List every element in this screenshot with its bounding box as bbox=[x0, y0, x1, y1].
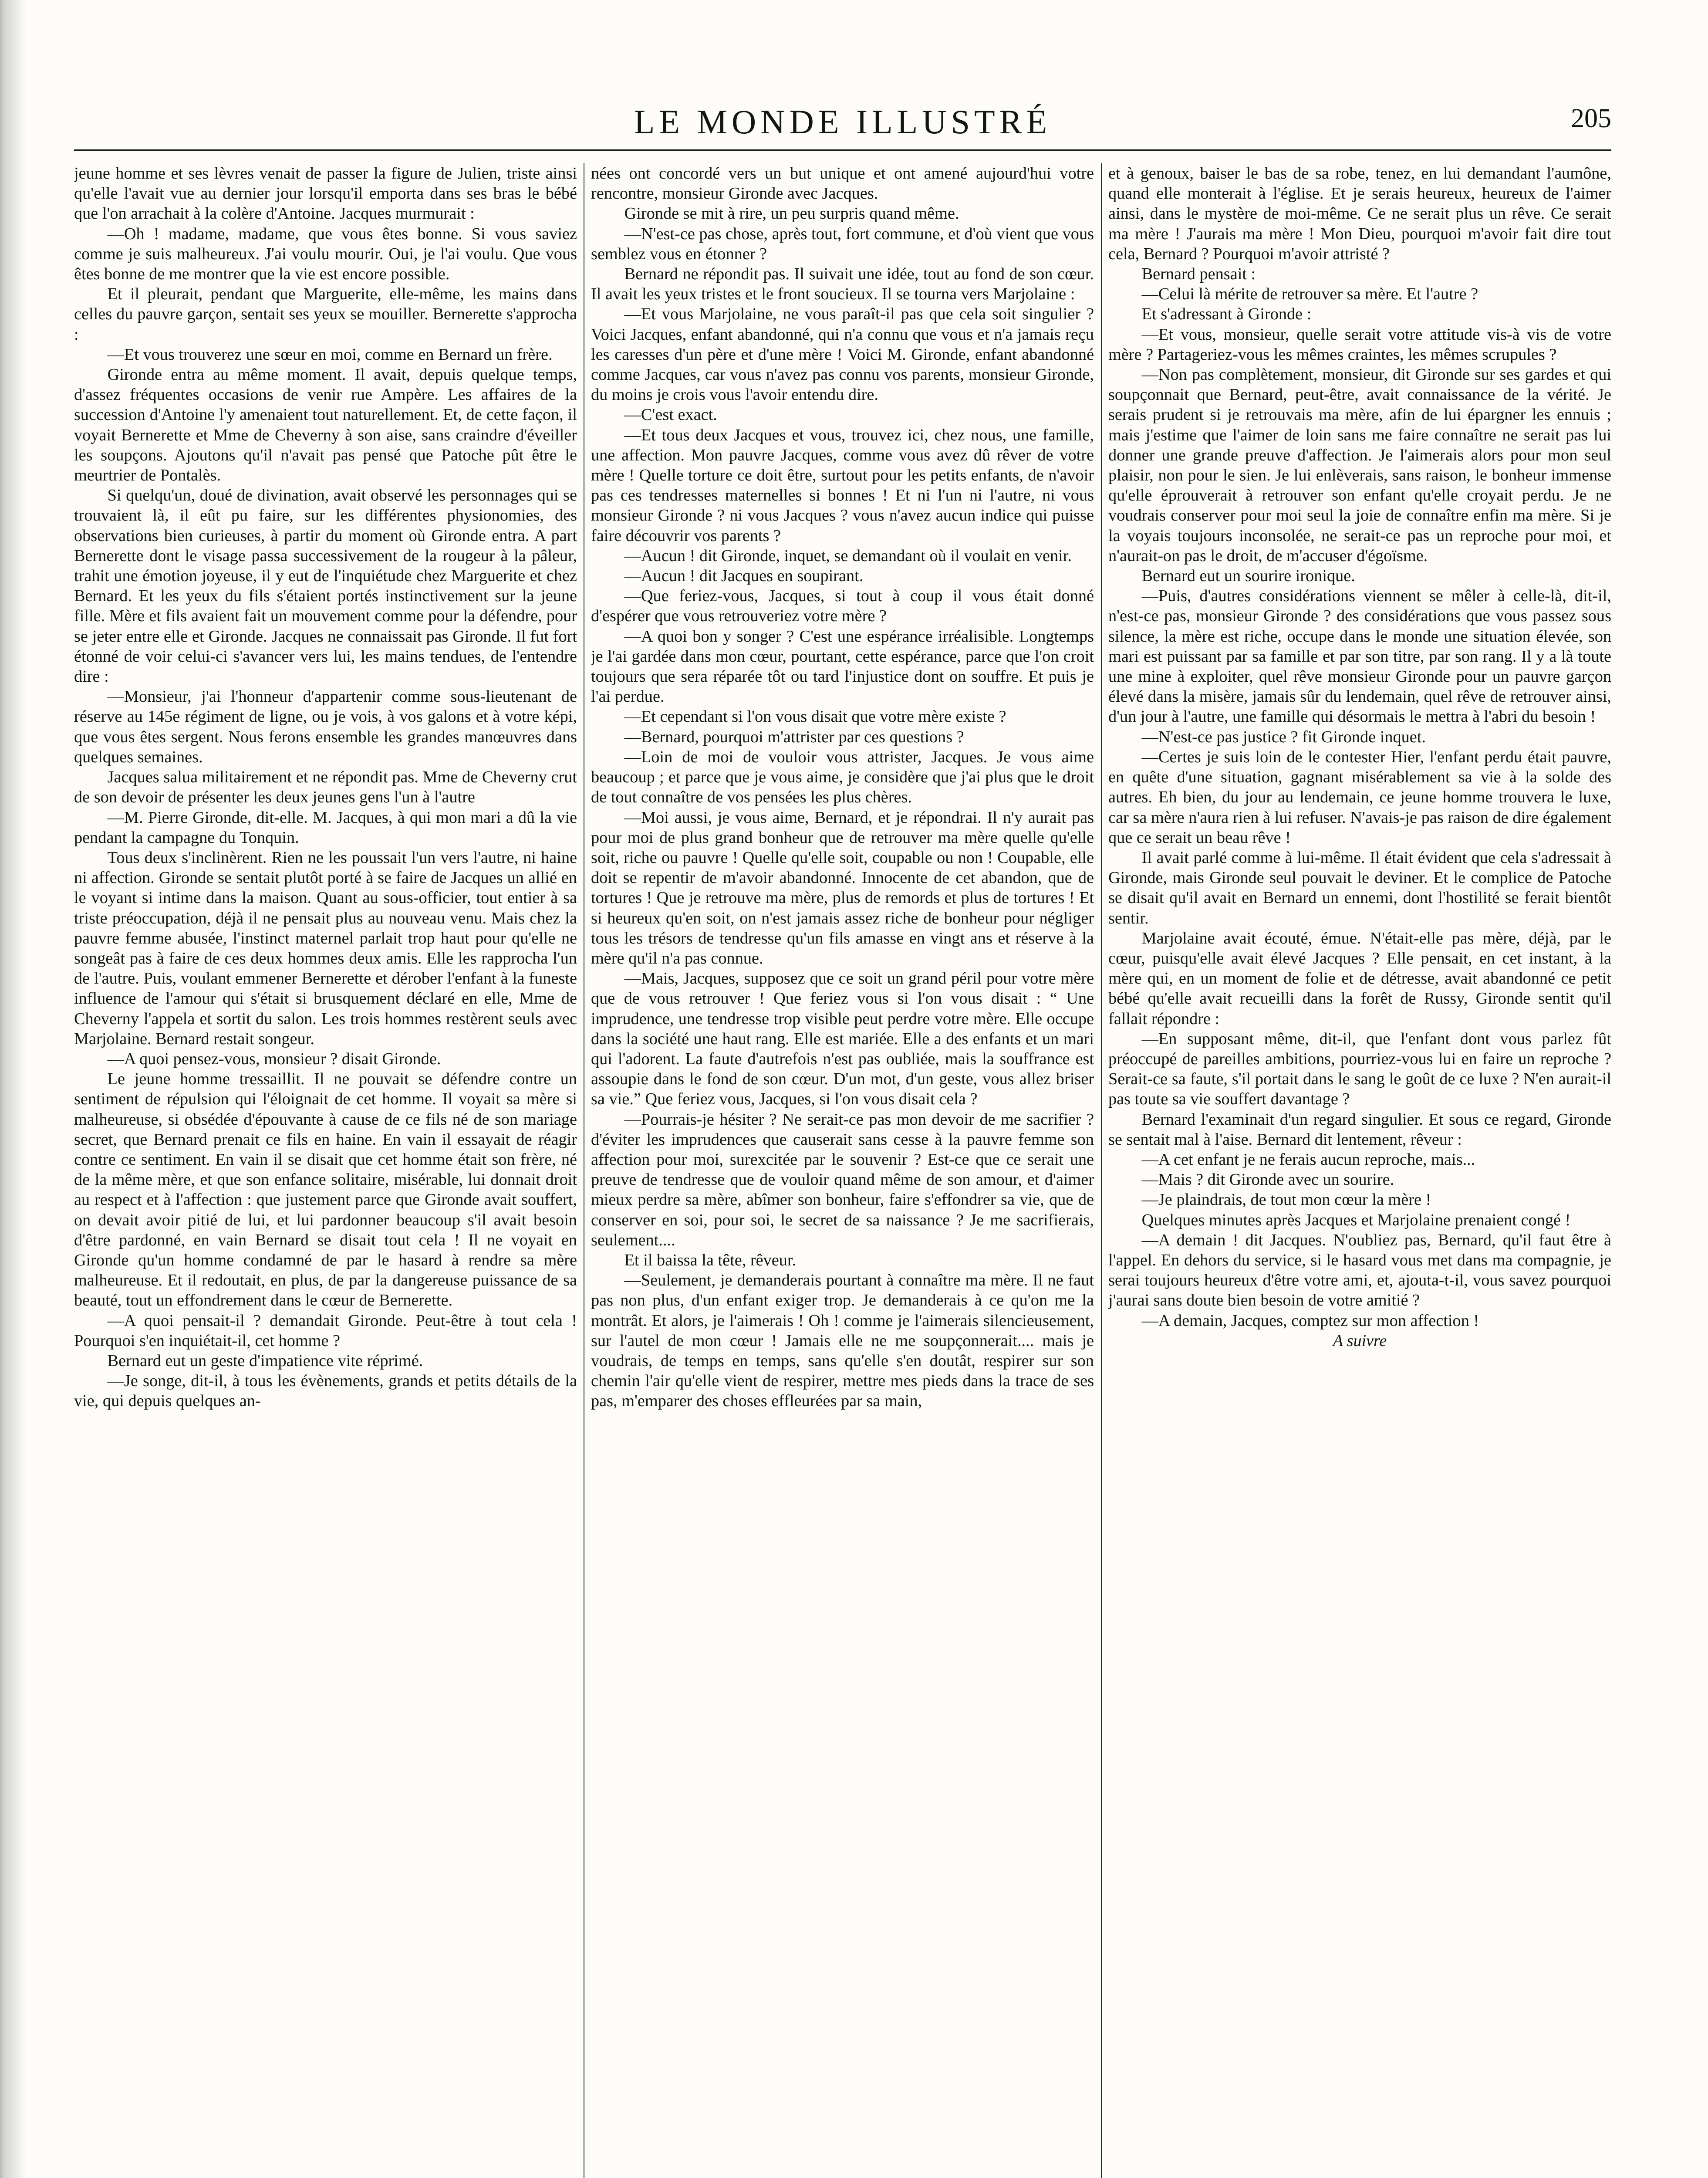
paragraph: Bernard pensait : bbox=[1141, 265, 1256, 284]
paragraph: Gironde entra au même moment. Il avait, depuis quelque temps, d'assez fréquentes occasions de venir rue Ampère. Les affaires de la succession d'Antoine l'y amenaient tout naturellement. Et, de cette façon, il voyait Bernerette et Mme de Cheverny à son aise, sans craindre d'éveiller les soupçons. Ajoutons qu'il n'avait pas pensé que Patoche pût être le meurtrier de Pontalès. bbox=[74, 365, 577, 485]
paragraph: Quelques minutes après Jacques et Marjolaine prenaient congé ! bbox=[1141, 1211, 1571, 1229]
page-number: 205 bbox=[1571, 104, 1611, 133]
paragraph: —Non pas complètement, monsieur, dit Gironde sur ses gardes et qui soupçonnait que Bernard, peut-être, avait connaissance de la vérité. Je serais prudent si je retrouvais ma mère, afin de lui épargner les ennuis ; mais j'estime que l'aimer de loin sans me faire connaître ne serait pas lui donner une grande preuve d'affection. Je l'aimerais alors pour mon seul plaisir, non pour le sien. Je lui enlèverais, sans raison, le bonheur immense qu'elle éprouverait à retrouver son enfant qu'elle croyait perdu. Je ne voudrais conserver pour moi seul la joie de connaître enfin ma mère. Si je la voyais toujours inconsolée, ne serait-ce pas un reproche pour moi, et n'aurait-on pas le droit, de m'accuser d'égoïsme. bbox=[1108, 365, 1611, 565]
paragraph: Le jeune homme tressaillit. Il ne pouvait se défendre contre un sentiment de répulsion qui l'éloignait de cet homme. Il voyait sa mère si malheureuse, si obsédée d'épouvante à cause de ce fils né de son mariage secret, que Bernard prenait ce fils en haine. En vain il essayait de réagir contre ce sentiment. En vain il se disait que cet homme était son frère, né de la même mère, et que son enfance solitaire, misérable, lui donnait droit au respect et à l'affection : que justement parce que Gironde avait souffert, on devait avoir pitié de lui, et lui pardonner beaucoup s'il avait besoin d'être pardonné, en vain Bernard se disait tout cela ! Il ne voyait en Gironde qu'un homme condamné de par le hasard à rendre sa mère malheureuse. Et il redoutait, en plus, de par la dangereuse puissance de sa beauté, tout un effondrement dans le cœur de Bernerette. bbox=[74, 1070, 577, 1310]
paragraph: jeune homme et ses lèvres venait de passer la figure de Julien, triste ainsi qu'elle l'avait vue au dernier jour lorsqu'il emporta dans ses bras le bébé que l'on arrachait à la colère d'Antoine. Jacques murmurait : bbox=[74, 164, 577, 223]
column-1 bbox=[74, 163, 577, 2178]
paragraph: —Celui là mérite de retrouver sa mère. Et l'autre ? bbox=[1141, 285, 1478, 304]
paragraph: Et il baissa la tête, rêveur. bbox=[624, 1251, 797, 1269]
paragraph: —Loin de moi de vouloir vous attrister, Jacques. Je vous aime beaucoup ; et parce que je vous aime, je considère que j'ai plus que le droit de tout connaître de vos pensées les plus chères. bbox=[591, 747, 1094, 807]
paragraph: —Oh ! madame, madame, que vous êtes bonne. Si vous saviez comme je suis malheureux. J'ai voulu mourir. Oui, je l'ai voulu. Que vous êtes bonne de me montrer que la vie est encore possible. bbox=[74, 224, 577, 284]
column-3 bbox=[1108, 163, 1611, 2178]
paragraph: —Puis, d'autres considérations viennent se mêler à celle-là, dit-il, n'est-ce pas, monsieur Gironde ? des considérations que vous passez sous silence, la mère est riche, occupe dans le monde une situation élevée, son mari est puissant par sa famille et par son titre, par son rang. Il y a là toute une mine à exploiter, quel rêve monsieur Gironde pour un pauvre garçon élevé dans la misère, jamais sûr du lendemain, quel rêve de retrouver ainsi, d'un jour à l'autre, une famille qui désormais le mettra à l'abri du besoin ! bbox=[1108, 587, 1611, 726]
paragraph: —A quoi pensez-vous, monsieur ? disait Gironde. bbox=[107, 1049, 441, 1068]
paragraph: Tous deux s'inclinèrent. Rien ne les poussait l'un vers l'autre, ni haine ni affection. Gironde se sentait plutôt porté à se faire de Jacques un allié en le voyant si intime dans la maison. Quant au sous-officier, tout entier à sa triste préoccupation, déjà il ne pensait plus au nouveau venu. Mais chez la pauvre femme abusée, l'instinct maternel parlait trop haut pour qu'elle ne songeât pas à faire de ces deux hommes deux amis. Elle les rapprocha l'un de l'autre. Puis, voulant emmener Bernerette et dérober l'enfant à la funeste influence de l'amour qui s'était si brusquement déclaré en elle, Mme de Cheverny l'appela et sortit du salon. Les trois hommes restèrent seuls avec Marjolaine. Bernard restait songeur. bbox=[74, 848, 577, 1048]
paragraph: Marjolaine avait écouté, émue. N'était-elle pas mère, déjà, par le cœur, puisqu'elle avait élevé Jacques ? Elle pensait, en cet instant, à la mère qui, en un moment de folie et de détresse, avait abandonné ce petit bébé qu'elle avait recueilli dans la forêt de Russy, Gironde sentit qu'il fallait répondre : bbox=[1108, 929, 1611, 1028]
paragraph: —Et vous trouverez une sœur en moi, comme en Bernard un frère. bbox=[107, 345, 553, 364]
paragraph: et à genoux, baiser le bas de sa robe, tenez, en lui demandant l'aumône, quand elle monterait à l'église. Et je serais heureux, heureux de l'aimer ainsi, dans le mystère de moi-même. Ce ne serait plus un rêve. Ce serait ma mère ! J'aurais ma mère ! Mon Dieu, pourquoi m'avoir fait dire tout cela, Bernard ? Pourquoi m'avoir attristé ? bbox=[1108, 164, 1611, 263]
paragraph: —C'est exact. bbox=[624, 406, 717, 424]
text-columns bbox=[74, 163, 1611, 2178]
paragraph: Gironde se mit à rire, un peu surpris quand même. bbox=[624, 204, 959, 223]
paragraph: —A quoi bon y songer ? C'est une espérance irréalisible. Longtemps je l'ai gardée dans mon cœur, pourtant, cette espérance, parce que l'on croit toujours que sera réparée tôt ou tard l'injustice dont on souffre. Et puis je l'ai perdue. bbox=[591, 627, 1094, 706]
paragraph: —Monsieur, j'ai l'honneur d'appartenir comme sous-lieutenant de réserve au 145e régiment de ligne, ou je vois, à vos galons et à votre képi, que vous êtes sergent. Nous ferons ensemble les grandes manœuvres dans quelques semaines. bbox=[74, 687, 577, 766]
paragraph: —N'est-ce pas chose, après tout, fort commune, et d'où vient que vous semblez vous en étonner ? bbox=[591, 224, 1094, 263]
paragraph: —En supposant même, dit-il, que l'enfant dont vous parlez fût préoccupé de pareilles ambitions, pourriez-vous lui en faire un reproche ? Serait-ce sa faute, s'il portait dans le sang le goût de ce luxe ? N'en aurait-il pas toute sa vie souffert davantage ? bbox=[1108, 1029, 1611, 1109]
paragraph: —Mais, Jacques, supposez que ce soit un grand péril pour votre mère que de vous retrouver ! Que feriez vous si l'on vous disait : “ Une imprudence, une tendresse trop visible peut perdre votre mère. Elle occupe dans la société une haut rang. Elle est mariée. Elle a des enfants et un mari qui l'adorent. La faute d'autrefois n'est pas oubliée, mais la souffrance est assoupie dans le fond de son cœur. D'un mot, d'un geste, vous allez briser sa vie.” Que feriez vous, Jacques, si l'on vous disait cela ? bbox=[591, 969, 1094, 1109]
column-2 bbox=[591, 163, 1094, 2178]
paragraph: —Et vous Marjolaine, ne vous paraît-il pas que cela soit singulier ? Voici Jacques, enfant abandonné, qui n'a connu que vous et n'a jamais reçu les caresses d'un père et d'une mère ! Voici M. Gironde, enfant abandonné comme Jacques, car vous n'avez pas connu vos parents, monsieur Gironde, du moins je crois vous l'avoir entendu dire. bbox=[591, 305, 1094, 404]
journal-title: LE MONDE ILLUSTRÉ bbox=[634, 103, 1052, 141]
paragraph: Il avait parlé comme à lui-même. Il était évident que cela s'adressait à Gironde, mais Gironde seul pouvait le deviner. Et le complice de Patoche se disait qu'il avait en Bernard un ennemi, dont l'hostilité se ferait bientôt sentir. bbox=[1108, 848, 1611, 927]
paragraph: Bernard eut un geste d'impatience vite réprimé. bbox=[107, 1351, 423, 1370]
paragraph: —A cet enfant je ne ferais aucun reproche, mais... bbox=[1141, 1150, 1475, 1169]
paragraph: Bernard l'examinait d'un regard singulier. Et sous ce regard, Gironde se sentait mal à l'aise. Bernard dit lentement, rêveur : bbox=[1108, 1110, 1611, 1149]
paragraph: —A demain, Jacques, comptez sur mon affection ! bbox=[1141, 1311, 1479, 1330]
paragraph: —Pourrais-je hésiter ? Ne serait-ce pas mon devoir de me sacrifier ? d'éviter les imprudences que causerait sans cesse à la pauvre femme son affection pour moi, surexcitée par le souvenir ? Est-ce que ce serait une preuve de tendresse que de vouloir quand même de son amour, et d'aimer mieux perdre sa mère, abîmer son bonheur, faire s'effondrer sa vie, que de conserver en soi, pour soi, le secret de sa naissance ? Je me sacrifierais, seulement.... bbox=[591, 1110, 1094, 1249]
paragraph: —Je plaindrais, de tout mon cœur la mère ! bbox=[1141, 1190, 1431, 1209]
paragraph: —Mais ? dit Gironde avec un sourire. bbox=[1141, 1170, 1394, 1189]
paragraph: —Aucun ! dit Jacques en soupirant. bbox=[624, 567, 864, 585]
paragraph: Jacques salua militairement et ne répondit pas. Mme de Cheverny crut de son devoir de présenter les deux jeunes gens l'un à l'autre bbox=[74, 768, 577, 807]
paragraph: —Seulement, je demanderais pourtant à connaître ma mère. Il ne faut pas non plus, d'un enfant exiger trop. Je demanderais à ce qu'on me la montrât. Et alors, je l'aimerais ! Oh ! comme je l'aimerais silencieusement, sur l'autel de mon cœur ! Jamais elle ne me soupçonnerait.... mais je voudrais, de temps en temps, sans qu'elle s'en doutât, respirer sur son chemin l'air qu'elle vient de respirer, mettre mes pieds dans la trace de ses pas, m'emparer des choses effleurées par sa main, bbox=[591, 1271, 1094, 1410]
paragraph: —Aucun ! dit Gironde, inquet, se demandant où il voulait en venir. bbox=[624, 546, 1072, 565]
paragraph: —N'est-ce pas justice ? fit Gironde inquet. bbox=[1141, 727, 1426, 746]
paragraph: —Je songe, dit-il, à tous les évènements, grands et petits détails de la vie, qui depuis quelques an- bbox=[74, 1372, 577, 1410]
paragraph: —Et vous, monsieur, quelle serait votre attitude vis-à vis de votre mère ? Partageriez-vous les mêmes craintes, les mêmes scrupules ? bbox=[1108, 325, 1611, 364]
page-header bbox=[74, 94, 1611, 150]
paragraph: —Bernard, pourquoi m'attrister par ces questions ? bbox=[624, 727, 964, 746]
paragraph: —A quoi pensait-il ? demandait Gironde. Peut-être à tout cela ! Pourquoi s'en inquiétait-il, cet homme ? bbox=[74, 1311, 577, 1350]
paragraph: —Moi aussi, je vous aime, Bernard, et je répondrai. Il n'y aurait pas pour moi de plus grand bonheur que de retrouver ma mère quelle qu'elle soit, riche ou pauvre ! Quelle qu'elle soit, coupable ou non ! Coupable, elle doit se repentir de m'avoir abandonné. Innocente de cet abandon, que de tortures ! Que je retrouve ma mère, plus de remords et plus de tortures ! Et si heureux qu'en soit, on n'est jamais assez riche de bonheur pour négliger tous les trésors de tendresse qu'un fils amasse en vingt ans et réserve à la mère qu'il n'a pas connue. bbox=[591, 808, 1094, 967]
column-divider-2 bbox=[1101, 163, 1102, 2178]
paragraph: nées ont concordé vers un but unique et ont amené aujourd'hui votre rencontre, monsieur Gironde avec Jacques. bbox=[591, 164, 1094, 203]
paragraph: —M. Pierre Gironde, dit-elle. M. Jacques, à qui mon mari a dû la vie pendant la campagne du Tonquin. bbox=[74, 808, 577, 847]
scan-binding-edge bbox=[0, 0, 26, 2178]
paragraph: Bernard eut un sourire ironique. bbox=[1141, 567, 1355, 585]
paragraph: Et s'adressant à Gironde : bbox=[1141, 305, 1312, 324]
paragraph: Si quelqu'un, doué de divination, avait observé les personnages qui se trouvaient là, il eût pu faire, sur les différentes physionomies, des observations bien curieuses, à partir du moment où Gironde entra. A part Bernerette dont le visage passa successivement de la rougeur à la pâleur, trahit une émotion joyeuse, il y eut de l'inquiétude chez Marguerite et chez Bernard. Et les yeux du fils s'étaient portés instinctivement sur la jeune fille. Mère et fils avaient fait un mouvement comme pour la défendre, pour se jeter entre elle et Gironde. Jacques ne connaissait pas Gironde. Il fut fort étonné de voir celui-ci s'avancer vers lui, les mains tendues, de l'entendre dire : bbox=[74, 486, 577, 686]
paragraph: —Et tous deux Jacques et vous, trouvez ici, chez nous, une famille, une affection. Mon pauvre Jacques, comme vous avez dû rêver de votre mère ! Quelle torture ce doit être, surtout pour les petits enfants, de n'avoir pas ces tendresses maternelles si bonnes ! Et ni l'un ni l'autre, ni vous monsieur Gironde ? ni vous Jacques ? vous n'avez aucun indice qui puisse faire découvrir vos parents ? bbox=[591, 426, 1094, 545]
paragraph: —Et cependant si l'on vous disait que votre mère existe ? bbox=[624, 707, 1006, 726]
paragraph: —A demain ! dit Jacques. N'oubliez pas, Bernard, qu'il faut être à l'appel. En dehors du service, si le hasard vous met dans ma compagnie, je serai toujours heureux d'être votre ami, et, ajouta-t-il, vous savez pourquoi j'aurai sans doute bien besoin de votre amitié ? bbox=[1108, 1231, 1611, 1310]
to-be-continued: A suivre bbox=[1333, 1331, 1387, 1350]
header-rule bbox=[74, 149, 1611, 151]
paragraph: —Que feriez-vous, Jacques, si tout à coup il vous était donné d'espérer que vous retrouveriez votre mère ? bbox=[591, 587, 1094, 626]
paragraph: Bernard ne répondit pas. Il suivait une idée, tout au fond de son cœur. Il avait les yeux tristes et le front soucieux. Il se tourna vers Marjolaine : bbox=[591, 265, 1094, 304]
paragraph: Et il pleurait, pendant que Marguerite, elle-même, les mains dans celles du pauvre garçon, sentait ses yeux se mouiller. Bernerette s'approcha : bbox=[74, 285, 577, 344]
paragraph: —Certes je suis loin de le contester Hier, l'enfant perdu était pauvre, en quête d'une situation, gagnant misérablement sa vie à la solde des autres. Eh bien, du jour au lendemain, ce jeune homme trouvera le luxe, car sa mère n'aura rien à lui refuser. N'avais-je pas raison de dire également que ce serait un beau rêve ! bbox=[1108, 747, 1611, 847]
